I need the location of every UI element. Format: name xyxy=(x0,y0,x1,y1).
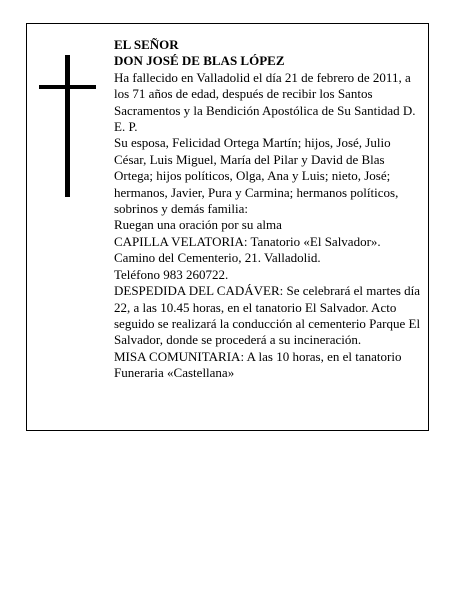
notice-title: EL SEÑOR xyxy=(114,37,179,52)
cross-icon-bar xyxy=(39,85,96,89)
prayer-request: Ruegan una oración por su alma xyxy=(114,217,282,233)
funeral-info: DESPEDIDA DEL CADÁVER: Se celebrará el martes día 22, a las 10.45 horas, en el tanatorio El Salvador. Acto seguido se realizará la conducción al cementerio Parque El Salvador, donde se procederá a su incineración. xyxy=(114,283,421,348)
phone-number: Teléfono 983 260722. xyxy=(114,266,229,282)
wake-location: CAPILLA VELATORIA: Tanatorio «El Salvador». Camino del Cementerio, 21. Valladolid. xyxy=(114,233,381,266)
cross-icon xyxy=(65,55,70,197)
mass-info: MISA COMUNITARIA: A las 10 horas, en el tanatorio Funeraria «Castellana» xyxy=(114,348,402,381)
family-list: Su esposa, Felicidad Ortega Martín; hijos, José, Julio César, Luis Miguel, María del Pilar y David de Blas Ortega; hijos políticos, Olga, Ana y Luis; nieto, José; hermanos, Javier, Pura y Carmina; hermanos políticos, sobrinos y demás familia: xyxy=(114,135,399,217)
death-announcement: Ha fallecido en Valladolid el día 21 de febrero de 2011, a los 71 años de edad, después de recibir los Santos Sacramentos y la Bendición Apostólica de Su Santidad D. E. P. xyxy=(114,69,416,135)
deceased-name: DON JOSÉ DE BLAS LÓPEZ xyxy=(114,53,285,69)
notice-text xyxy=(114,37,424,382)
